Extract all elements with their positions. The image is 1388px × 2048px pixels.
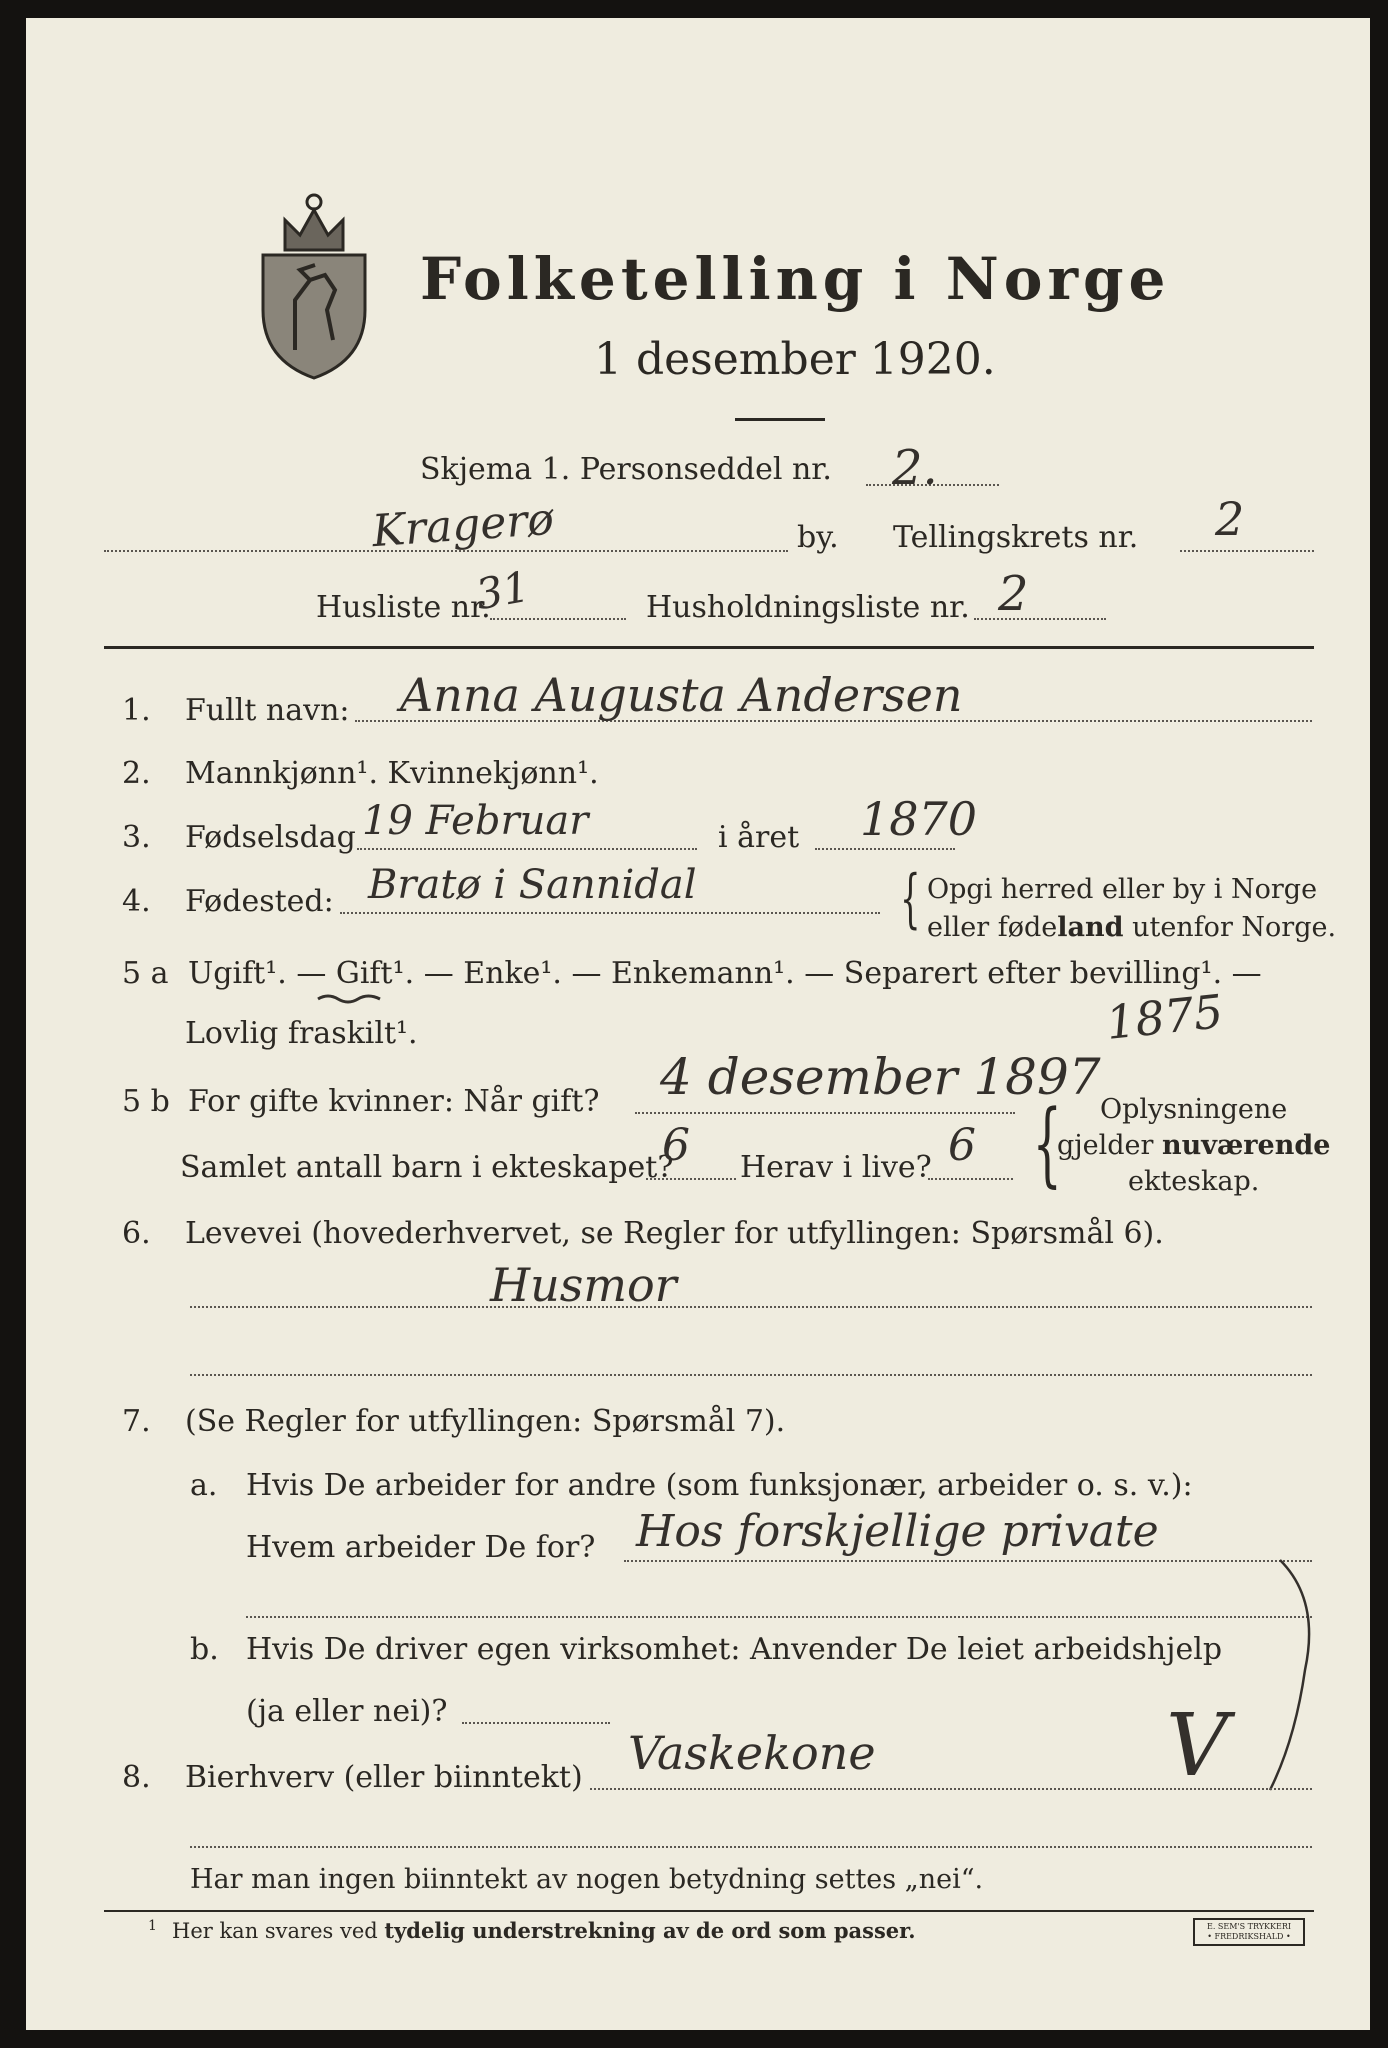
q2-label-gender: Mannkjønn¹. Kvinnekjønn¹.: [185, 756, 599, 791]
q1-answer-full-name: Anna Augusta Andersen: [400, 668, 963, 722]
q8-line2: [190, 1846, 1312, 1848]
q1-label: Fullt navn:: [185, 693, 350, 728]
q5b-alive-count: 6: [948, 1120, 976, 1171]
tellingskrets-label: Tellingskrets nr.: [893, 520, 1139, 555]
by-label: by.: [797, 520, 839, 555]
q8-secondary-occupation: Vaskekone: [628, 1726, 876, 1780]
coat-of-arms-icon: [255, 180, 373, 384]
q5b-children-label: Samlet antall barn i ekteskapet?: [180, 1150, 674, 1185]
q5b-brace: {: [1032, 1090, 1062, 1197]
husholdning-line: [974, 618, 1106, 620]
footer-divider: [104, 1910, 1314, 1912]
town-name: Kragerø: [370, 493, 556, 558]
q6-number: 6.: [122, 1216, 151, 1251]
printer-stamp: [1193, 1918, 1305, 1946]
q7-label: (Se Regler for utfyllingen: Spørsmål 7).: [185, 1404, 786, 1439]
q4-note-line2: [927, 912, 1336, 943]
header-divider: [104, 646, 1314, 649]
title-divider: [735, 418, 825, 421]
q7a-label: Hvis De arbeider for andre (som funksjonær, arbeider o. s. v.):: [246, 1468, 1193, 1503]
q7-number: 7.: [122, 1404, 151, 1439]
footnote-text-part1: Her kan svares ved: [172, 1919, 385, 1943]
q7b-line: [462, 1722, 610, 1724]
q5b-number: 5 b: [122, 1084, 170, 1119]
husliste-number: 31: [472, 561, 534, 620]
q5b-note-line1: Oplysningene: [1100, 1094, 1288, 1125]
q7b-label: Hvis De driver egen virksomhet: Anvender De leiet arbeidshjelp: [246, 1632, 1223, 1667]
tellingskrets-line: [1180, 550, 1314, 552]
q5a-margin-year: 1875: [1103, 984, 1226, 1050]
q5b-note-line3: ekteskap.: [1128, 1166, 1260, 1197]
footnote-text: [172, 1918, 916, 1943]
footnote-text-bold: tydelig understrekning av de ord som passer.: [384, 1918, 916, 1943]
footnote-number: 1: [148, 1918, 157, 1934]
q5b-children-count: 6: [662, 1120, 690, 1171]
husliste-label: Husliste nr.: [316, 590, 491, 625]
q7a-line1: [624, 1560, 1312, 1562]
q2-number: 2.: [122, 756, 151, 791]
q5b-children-line: [646, 1178, 736, 1180]
husliste-line: [490, 618, 626, 620]
q5b-alive-label: Herav i live?: [740, 1150, 932, 1185]
printer-stamp-line2: • FREDRIKSHALD •: [1207, 1932, 1291, 1941]
q5a-label-divorced: Lovlig fraskilt¹.: [185, 1016, 418, 1051]
q4-note2-part3: utenfor Norge.: [1123, 912, 1337, 943]
q5b-alive-line: [928, 1178, 1013, 1180]
q5b-note2-part1: gjelder: [1057, 1130, 1163, 1161]
q6-label: Levevei (hovederhvervet, se Regler for utfyllingen: Spørsmål 6).: [185, 1216, 1164, 1251]
form-title: Folketelling i Norge: [420, 245, 1171, 313]
q3-birth-year: 1870: [860, 792, 978, 846]
husholdning-label: Husholdningsliste nr.: [646, 590, 970, 625]
q5b-note-line2: [1057, 1130, 1330, 1161]
q6-line2: [190, 1374, 1312, 1376]
q5a-label-marital: Ugift¹. — Gift¹. — Enke¹. — Enkemann¹. — Separert efter bevilling¹. —: [188, 956, 1262, 991]
q4-birthplace: Bratø i Sannidal: [368, 862, 697, 908]
q8-number: 8.: [122, 1760, 151, 1795]
q4-label: Fødested:: [185, 884, 334, 919]
margin-bracket-mark: [1250, 1540, 1330, 1804]
q3-birth-day: 19 Februar: [362, 798, 589, 844]
husholdning-number: 2: [998, 566, 1029, 622]
skjema-label: Skjema 1. Personseddel nr.: [420, 452, 832, 487]
q7a-label-employer: Hvem arbeider De for?: [246, 1530, 596, 1565]
q3-day-line: [357, 848, 697, 850]
q8-check-mark: V: [1166, 1696, 1229, 1796]
q7a-line2: [246, 1616, 1312, 1618]
printer-stamp-line1: E. SEM'S TRYKKERI: [1206, 1922, 1292, 1931]
q5b-married-date: 4 desember 1897: [660, 1048, 1101, 1106]
q3-year-label: i året: [718, 820, 800, 855]
q4-note2-part1: eller føde: [927, 912, 1058, 943]
q5b-note2-bold: nuværende: [1162, 1130, 1331, 1161]
q3-year-line: [815, 848, 955, 850]
q4-brace: {: [900, 862, 921, 936]
q5a-number: 5 a: [122, 956, 169, 991]
q4-note-line1: Opgi herred eller by i Norge: [927, 874, 1318, 905]
tellingskrets-number: 2: [1215, 492, 1245, 546]
personseddel-number: 2.: [892, 440, 938, 496]
q3-label: Fødselsdag: [185, 820, 356, 855]
q1-number: 1.: [122, 693, 151, 728]
q7b-label-yesno: (ja eller nei)?: [246, 1694, 448, 1729]
footer-note: Har man ingen biinntekt av nogen betydning settes „nei“.: [190, 1864, 984, 1895]
q8-label: Bierhverv (eller biinntekt): [185, 1760, 583, 1795]
q4-line: [340, 912, 880, 914]
q6-occupation: Husmor: [490, 1258, 677, 1312]
q5b-label: For gifte kvinner: Når gift?: [188, 1084, 600, 1119]
q5b-married-line: [635, 1112, 1015, 1114]
census-date: 1 desember 1920.: [594, 334, 996, 385]
q7a-employer: Hos forskjellige private: [636, 1506, 1159, 1557]
q4-number: 4.: [122, 884, 151, 919]
q4-note2-bold: land: [1057, 912, 1124, 943]
q3-number: 3.: [122, 820, 151, 855]
gift-underline-mark: [316, 990, 382, 1009]
q7a-number: a.: [190, 1468, 218, 1503]
q6-line1: [190, 1306, 1312, 1308]
q7b-number: b.: [190, 1632, 219, 1667]
